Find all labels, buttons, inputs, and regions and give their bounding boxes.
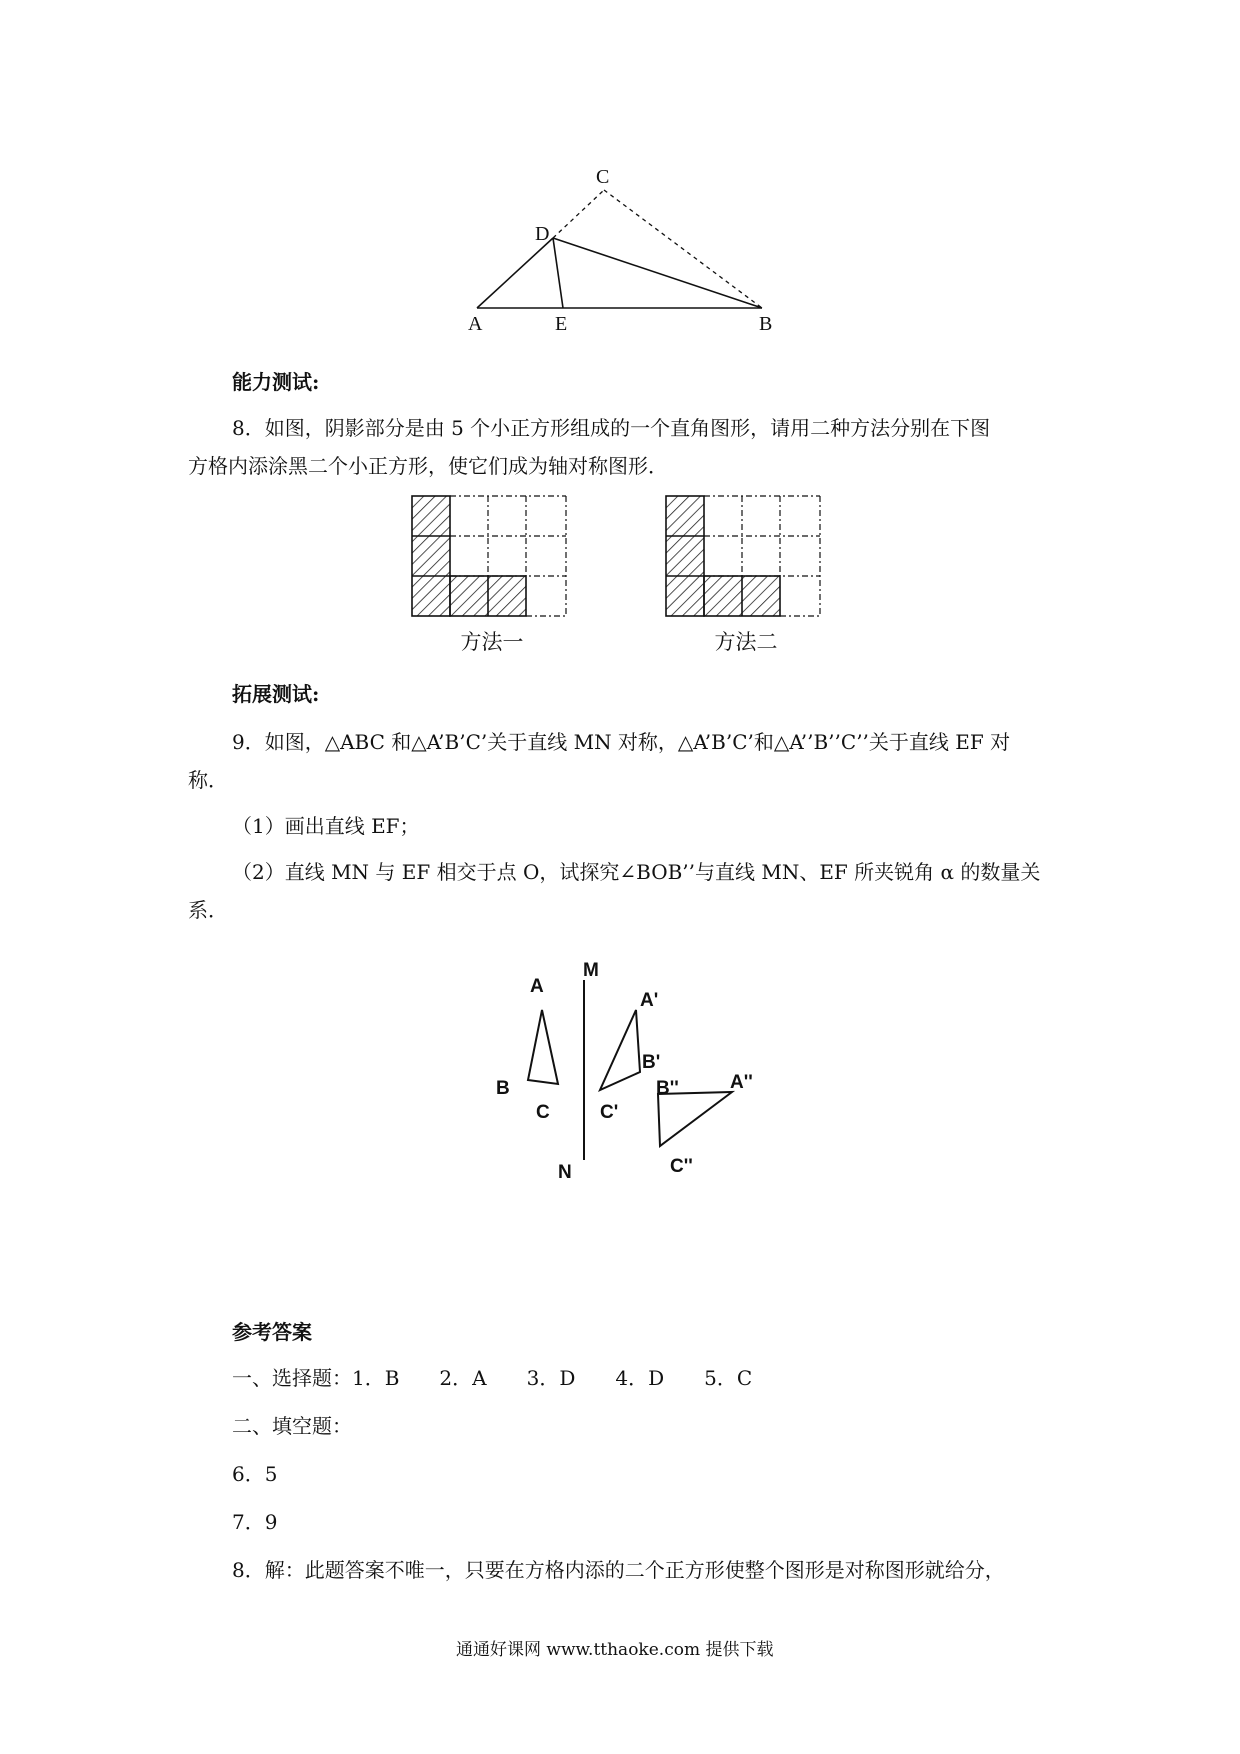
q9-text-line1: 9．如图，△ABC 和△A’B’C’关于直线 MN 对称，△A’B’C’和△A’’B’’C’’关于直线 EF 对 bbox=[232, 730, 1011, 754]
label-A: A bbox=[468, 313, 483, 335]
q8-text-line2: 方格内添涂黑二个小正方形，使它们成为轴对称图形． bbox=[188, 454, 668, 478]
page-footer: 通通好课网 www.tthaoke.com 提供下载 bbox=[456, 1640, 774, 1660]
label-E: E bbox=[555, 313, 568, 335]
section-ability-title: 能力测试: bbox=[232, 370, 320, 394]
label-A-prime: A' bbox=[640, 990, 659, 1011]
label-D: D bbox=[535, 223, 550, 245]
answers-fill-title: 二、填空题： bbox=[232, 1414, 352, 1438]
q9-part2-line2: 系． bbox=[188, 898, 228, 922]
answers-title: 参考答案 bbox=[232, 1320, 312, 1344]
label-M: M bbox=[583, 960, 599, 981]
q9-text-line2: 称． bbox=[188, 768, 228, 792]
answers-multiple-choice: 一、选择题：1．B 2．A 3．D 4．D 5．C bbox=[232, 1366, 753, 1390]
label-A-double-prime: A'' bbox=[730, 1072, 753, 1093]
q9-part2-line1: （2）直线 MN 与 EF 相交于点 O，试探究∠BOB’’与直线 MN、EF 所夹锐角 α 的数量关 bbox=[232, 860, 1041, 884]
label-B-prime: B' bbox=[642, 1052, 661, 1073]
label-C-double-prime: C'' bbox=[670, 1156, 693, 1177]
caption-method-2: 方法二 bbox=[714, 630, 778, 654]
label-N: N bbox=[558, 1162, 572, 1183]
label-A-orig: A bbox=[530, 976, 544, 997]
label-B-orig: B bbox=[496, 1078, 510, 1099]
q9-part1: （1）画出直线 EF； bbox=[232, 814, 420, 838]
label-C-orig: C bbox=[536, 1102, 550, 1123]
answer-8: 8．解：此题答案不唯一，只要在方格内添的二个正方形使整个图形是对称图形就给分， bbox=[232, 1558, 1005, 1582]
label-C-prime: C' bbox=[600, 1102, 619, 1123]
label-C: C bbox=[596, 166, 610, 188]
label-B: B bbox=[759, 313, 773, 335]
section-extend-title: 拓展测试: bbox=[232, 682, 320, 706]
answer-7: 7．9 bbox=[232, 1510, 278, 1534]
caption-method-1: 方法一 bbox=[460, 630, 524, 654]
label-B-double-prime: B'' bbox=[656, 1078, 679, 1099]
answer-6: 6．5 bbox=[232, 1462, 278, 1486]
q8-text-line1: 8．如图，阴影部分是由 5 个小正方形组成的一个直角图形，请用二种方法分别在下图 bbox=[232, 416, 991, 440]
